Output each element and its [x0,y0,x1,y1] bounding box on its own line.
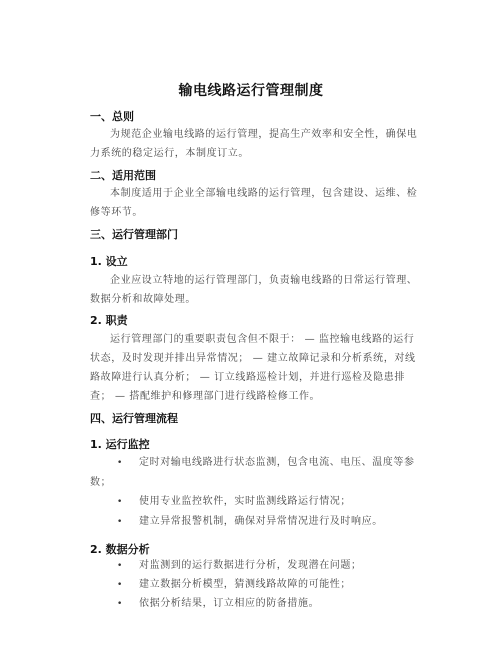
section-heading-process: 四、运行管理流程 [90,412,178,425]
section-text-scope: 本制度适用于企业全部输电线路的运行管理，包含建设、运维、检修等环节。 [90,188,418,218]
section-heading-department: 三、运行管理部门 [90,228,178,241]
section-heading-general: 一、总则 [90,110,134,123]
list-item: • 建立异常报警机制，确保对异常情况进行及时响应。 [90,512,420,532]
subsection-heading-analysis: 2. 数据分析 [90,543,150,556]
list-item: • 对监测到的运行数据进行分析，发现潜在问题； [90,556,420,576]
subsection-heading-duties: 2. 职责 [90,314,128,327]
section-text-general: 为规范企业输电线路的运行管理，提高生产效率和安全性，确保电力系统的稳定运行，本制度订立。 [90,129,418,159]
bullet-icon: • [117,517,123,527]
bullet-icon: • [117,599,123,609]
bullet-icon: • [117,561,123,571]
bullet-icon: • [117,580,123,590]
subsection-text-establish: 企业应设立特地的运行管理部门，负责输电线路的日常运行管理、数据分析和故障处理。 [90,275,418,305]
list-item: • 依据分析结果，订立相应的防备措施。 [90,594,420,614]
subsection-heading-establish: 1. 设立 [90,255,128,268]
bullet-icon: • [117,497,123,507]
document-title: 输电线路运行管理制度 [178,83,324,99]
list-item: • 建立数据分析模型，猜测线路故障的可能性； [90,575,420,595]
list-item: • 定时对输电线路进行状态监测，包含电流、电压、温度等参数； [90,453,420,492]
bullet-icon: • [117,458,123,468]
list-item: • 使用专业监控软件，实时监测线路运行情况； [90,492,420,512]
subsection-text-duties: 运行管理部门的重要职责包含但不限于： — 监控输电线路的运行状态，及时发现并排出异常情况； — 建立故障记录和分析系统，对线路故障进行认真分析； — 订立线路巡检计划，并进行巡检及隐患排查； — 搭配维护和修理部门进行线路检修工作。 [90,334,416,402]
section-heading-scope: 二、适用范围 [90,169,156,182]
subsection-heading-monitoring: 1. 运行监控 [90,438,150,451]
